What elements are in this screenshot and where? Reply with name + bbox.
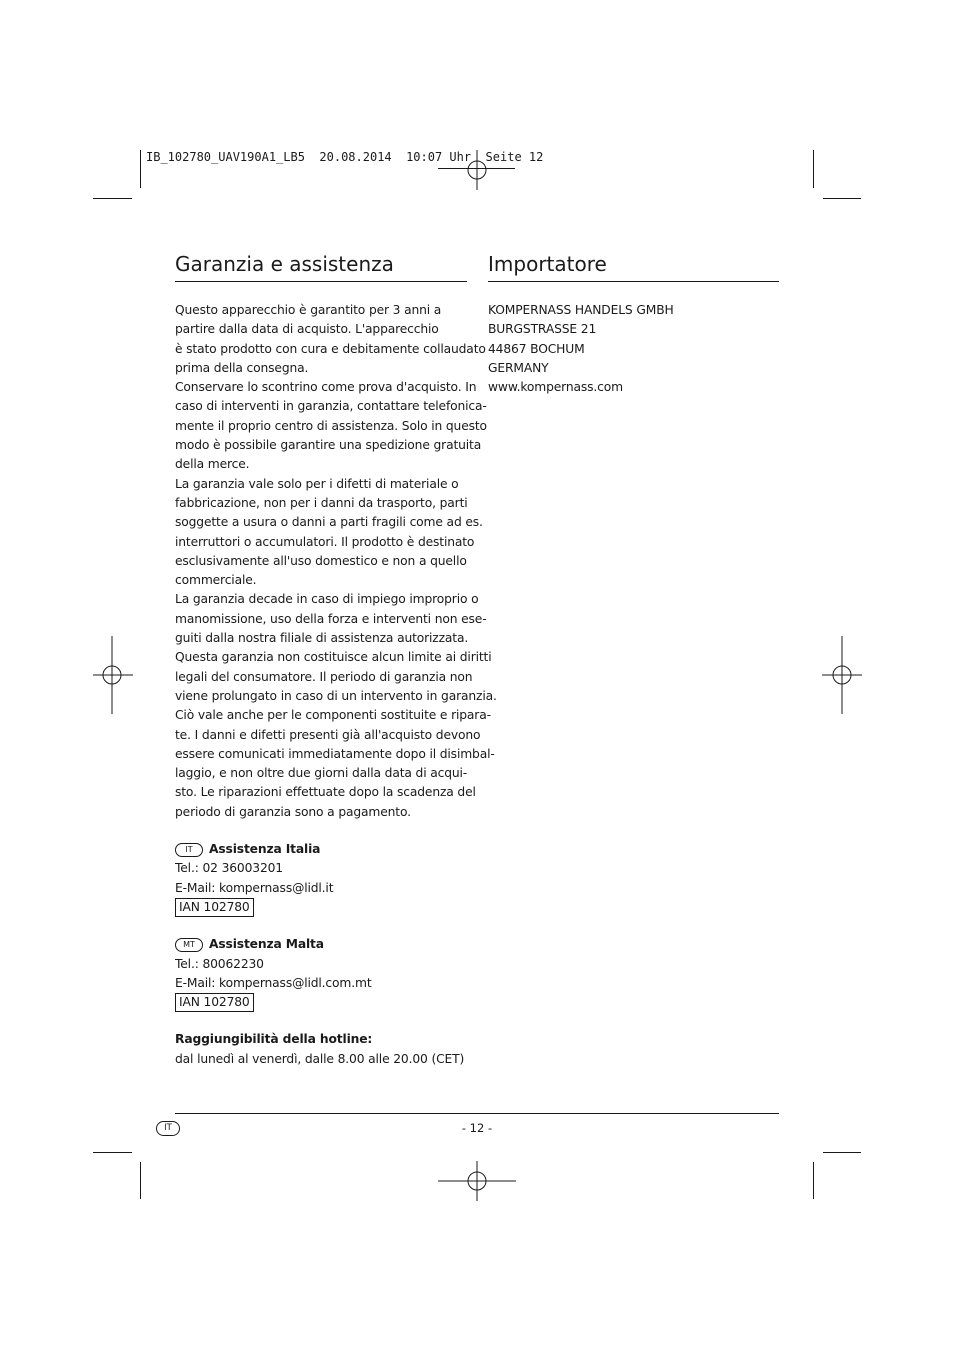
text-line: Questa garanzia non costituisce alcun limite ai diritti: [175, 650, 492, 665]
service-italy: [175, 840, 467, 917]
registration-mark-icon: [438, 1161, 516, 1201]
importer-website: www.kompernass.com: [488, 380, 623, 395]
service-email: E-Mail: kompernass@lidl.com.mt: [175, 975, 372, 990]
service-email: E-Mail: kompernass@lidl.it: [175, 880, 334, 895]
hotline-section: [175, 1030, 467, 1069]
crop-mark: [93, 198, 132, 199]
importer-title: Importatore: [488, 250, 779, 282]
ian-box: IAN 102780: [175, 993, 254, 1012]
text-line: fabbricazione, non per i danni da trasporto, parti: [175, 495, 468, 510]
importer-column: [488, 250, 779, 397]
service-phone: Tel.: 80062230: [175, 956, 264, 971]
text-line: essere comunicati immediatamente dopo il disimbal-: [175, 746, 495, 761]
print-slug: IB_102780_UAV190A1_LB5 20.08.2014 10:07 Uhr Seite 12: [146, 150, 544, 164]
warranty-text: [175, 301, 497, 822]
text-line: legali del consumatore. Il periodo di garanzia non: [175, 669, 473, 684]
text-line: sto. Le riparazioni effettuate dopo la scadenza del: [175, 785, 476, 800]
text-line: viene prolungato in caso di un intervento in garanzia.: [175, 688, 497, 703]
text-line: esclusivamente all'uso domestico e non a quello: [175, 553, 467, 568]
address-line: GERMANY: [488, 360, 549, 375]
service-phone: Tel.: 02 36003201: [175, 861, 283, 876]
hotline-heading: Raggiungibilità della hotline:: [175, 1032, 373, 1047]
text-line: Ciò vale anche per le componenti sostituite e ripara-: [175, 708, 491, 723]
text-line: La garanzia vale solo per i difetti di materiale o: [175, 476, 459, 491]
text-line: guiti dalla nostra filiale di assistenza autorizzata.: [175, 631, 469, 646]
footer-country-badge: IT: [156, 1121, 180, 1136]
crop-mark: [140, 1162, 141, 1199]
text-line: Conservare lo scontrino come prova d'acquisto. In: [175, 380, 477, 395]
text-line: della merce.: [175, 457, 250, 472]
registration-mark-icon: [93, 636, 133, 714]
service-heading-label: Assistenza Italia: [209, 842, 321, 857]
address-line: 44867 BOCHUM: [488, 341, 585, 356]
service-malta: [175, 935, 467, 1012]
text-line: periodo di garanzia sono a pagamento.: [175, 804, 411, 819]
ian-box: IAN 102780: [175, 898, 254, 917]
text-line: caso di interventi in garanzia, contattare telefonica-: [175, 399, 487, 414]
text-line: manomissione, uso della forza e interventi non ese-: [175, 611, 487, 626]
crop-mark: [140, 150, 141, 188]
text-line: commerciale.: [175, 573, 257, 588]
footer-rule: [175, 1113, 779, 1114]
text-line: interruttori o accumulatori. Il prodotto è destinato: [175, 534, 475, 549]
page-number: - 12 -: [461, 1121, 493, 1135]
crop-mark: [823, 1152, 861, 1153]
text-line: prima della consegna.: [175, 360, 309, 375]
registration-mark-icon: [438, 150, 516, 190]
address-line: KOMPERNASS HANDELS GMBH: [488, 303, 674, 317]
text-line: soggette a usura o danni a parti fragili come ad es.: [175, 515, 483, 530]
address-line: BURGSTRASSE 21: [488, 322, 597, 337]
service-heading-label: Assistenza Malta: [209, 937, 324, 952]
crop-mark: [813, 150, 814, 188]
registration-mark-icon: [822, 636, 862, 714]
country-flag-badge: MT: [175, 938, 203, 952]
crop-mark: [93, 1152, 132, 1153]
country-flag-badge: IT: [175, 843, 203, 857]
service-malta-heading: [175, 935, 467, 954]
text-line: te. I danni e difetti presenti già all'acquisto devono: [175, 727, 481, 742]
text-line: Questo apparecchio è garantito per 3 anni a: [175, 303, 442, 317]
importer-address: [488, 301, 779, 397]
crop-mark: [813, 1162, 814, 1199]
text-line: è stato prodotto con cura e debitamente collaudato: [175, 341, 486, 356]
text-line: modo è possibile garantire una spedizione gratuita: [175, 438, 482, 453]
hotline-hours: dal lunedì al venerdì, dalle 8.00 alle 20.00 (CET): [175, 1051, 465, 1066]
text-line: mente il proprio centro di assistenza. Solo in questo: [175, 418, 487, 433]
text-line: La garanzia decade in caso di impiego improprio o: [175, 592, 479, 607]
warranty-title: Garanzia e assistenza: [175, 250, 467, 282]
service-italy-heading: [175, 840, 467, 859]
warranty-column: [175, 250, 497, 1069]
crop-mark: [823, 198, 861, 199]
text-line: partire dalla data di acquisto. L'apparecchio: [175, 322, 439, 337]
text-line: laggio, e non oltre due giorni dalla data di acqui-: [175, 766, 468, 781]
